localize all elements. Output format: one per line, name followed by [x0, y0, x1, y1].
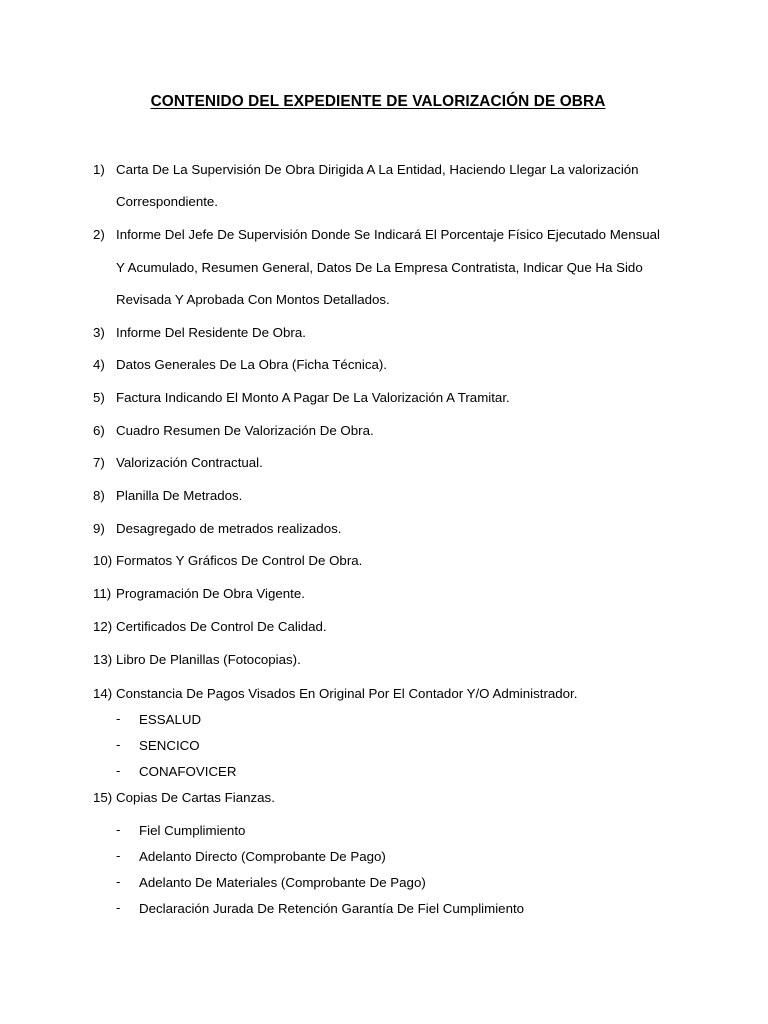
- item-number: 1): [93, 162, 105, 177]
- item-number: 11): [93, 586, 112, 601]
- item-text: Desagregado de metrados realizados.: [116, 521, 342, 536]
- item-number: 9): [93, 521, 105, 536]
- subitem-text: Adelanto De Materiales (Comprobante De Pago): [139, 875, 426, 890]
- bullet-dash: -: [116, 737, 121, 752]
- subitem-text: Adelanto Directo (Comprobante De Pago): [139, 849, 386, 864]
- item-number: 5): [93, 390, 105, 405]
- item-text: Correspondiente.: [116, 194, 219, 209]
- item-text: Planilla De Metrados.: [116, 488, 243, 503]
- item-number: 3): [93, 325, 105, 340]
- subitem-text: Declaración Jurada De Retención Garantía De Fiel Cumplimiento: [139, 901, 525, 916]
- item-text: Formatos Y Gráficos De Control De Obra.: [116, 553, 363, 568]
- subitem-text: ESSALUD: [139, 712, 202, 727]
- item-number: 13): [93, 652, 113, 667]
- subitem-text: CONAFOVICER: [139, 764, 237, 779]
- document-title: CONTENIDO DEL EXPEDIENTE DE VALORIZACIÓN DE OBRA: [150, 93, 606, 110]
- item-number: 14): [93, 686, 113, 701]
- item-number: 2): [93, 227, 105, 242]
- item-text: Programación De Obra Vigente.: [116, 586, 305, 601]
- item-text: Libro De Planillas (Fotocopias).: [116, 652, 301, 667]
- subitem-text: Fiel Cumplimiento: [139, 823, 246, 838]
- bullet-dash: -: [116, 711, 121, 726]
- bullet-dash: -: [116, 822, 121, 837]
- item-text: Cuadro Resumen De Valorización De Obra.: [116, 423, 374, 438]
- item-text: Y Acumulado, Resumen General, Datos De La Empresa Contratista, Indicar Que Ha Sido: [116, 260, 643, 275]
- item-number: 15): [93, 790, 113, 805]
- item-text: Factura Indicando El Monto A Pagar De La Valorización A Tramitar.: [116, 390, 510, 405]
- item-text: Carta De La Supervisión De Obra Dirigida A La Entidad, Haciendo Llegar La valorización: [116, 162, 639, 177]
- subitem-text: SENCICO: [139, 738, 200, 753]
- item-text: Informe Del Jefe De Supervisión Donde Se Indicará El Porcentaje Físico Ejecutado Mensual: [116, 227, 660, 242]
- bullet-dash: -: [116, 848, 121, 863]
- item-text: Constancia De Pagos Visados En Original Por El Contador Y/O Administrador.: [116, 686, 578, 701]
- item-text: Revisada Y Aprobada Con Montos Detallados.: [116, 292, 390, 307]
- item-number: 8): [93, 488, 105, 503]
- item-number: 6): [93, 423, 105, 438]
- bullet-dash: -: [116, 763, 121, 778]
- item-number: 4): [93, 357, 105, 372]
- item-number: 12): [93, 619, 113, 634]
- item-text: Datos Generales De La Obra (Ficha Técnica).: [116, 357, 387, 372]
- item-text: Informe Del Residente De Obra.: [116, 325, 306, 340]
- item-text: Certificados De Control De Calidad.: [116, 619, 327, 634]
- item-number: 7): [93, 455, 105, 470]
- item-text: Copias De Cartas Fianzas.: [116, 790, 275, 805]
- bullet-dash: -: [116, 874, 121, 889]
- bullet-dash: -: [116, 900, 121, 915]
- item-text: Valorización Contractual.: [116, 455, 263, 470]
- item-number: 10): [93, 553, 113, 568]
